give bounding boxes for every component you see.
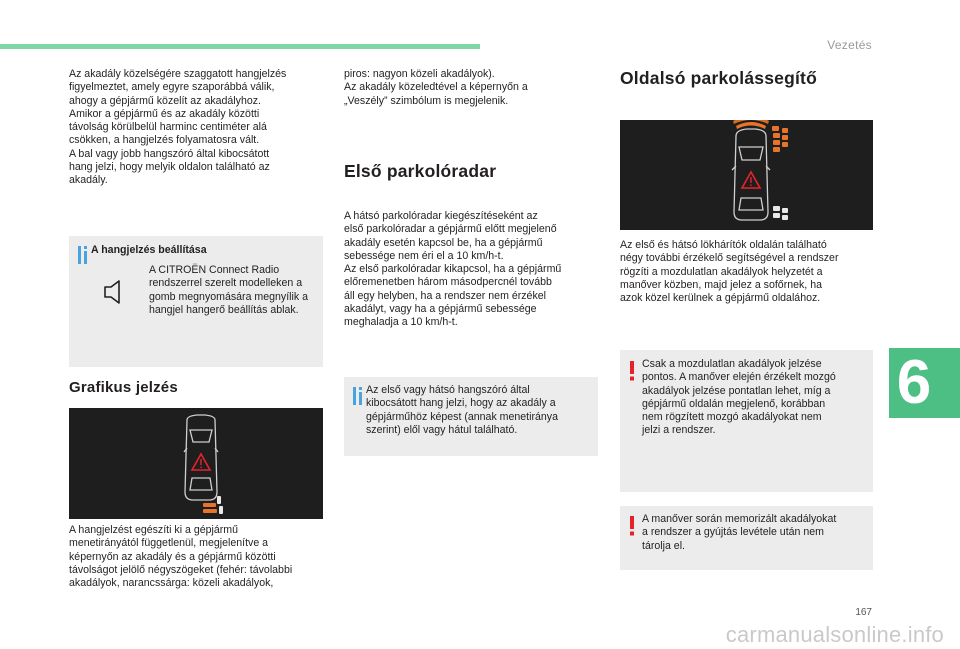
chapter-tab [889,348,960,418]
car-top-view-graphic [69,408,323,519]
col1-caption-paragraph: A hangjelzést egészíti ki a gépjármű menetirányától függetlenül, megjelenítve a képernyőn az akadály és a gépjármű közötti távolságot jelölő négyszögeket (fehér: távolabbi akadályok, narancssárga: közeli akadályok, [69,524,293,590]
speaker-icon [103,279,125,305]
chapter-number: 6 [896,348,932,417]
warning-icon [628,516,636,536]
top-accent-bar [0,44,480,49]
info-icon [353,387,363,405]
rear-parking-display-image [69,408,323,519]
heading-front-parking-radar: Első parkolóradar [344,161,497,181]
page-number: 167 [855,607,872,618]
info-icon [78,246,88,264]
section-title: Vezetés [827,38,872,52]
info-box-text: Az első vagy hátsó hangszóró által kibocsátott hang jelzi, hogy az akadály a gépjárműhöz képest (annak menetiránya szerint) elől vagy hátul található. [366,384,558,436]
heading-side-parking-assist: Oldalsó parkolássegítő [620,68,817,88]
col2-continuation-paragraph: piros: nagyon közeli akadályok). Az akadály közeledtével a képernyőn a „Veszély” szimbólum is megjelenik. [344,68,528,107]
warning-box-text: Csak a mozdulatlan akadályok jelzése pontos. A manőver elején érzékelt mozgó akadályok jelzése pontatlan lehet, míg a gépjármű oldalán megjelenő, korábban nem rögzített mozgó akadályokat nem jelzi a rendszer. [642,358,836,437]
warning-icon [628,361,636,381]
info-box-sound-settings [69,236,323,367]
col2-front-radar-paragraph: A hátsó parkolóradar kiegészítéseként az első parkolóradar a gépjármű előtt megjelenő akadály esetén kapcsol be, ha a gépjármű sebessége nem éri el a 10 km/h-t. Az első parkolóradar kikapcsol, ha a gépjármű előremenetben három másodpercnél tovább áll egy helyben, ha a rendszer nem érzékel akadályt, vagy ha a gépjármű sebessége meghaladja a 10 km/h-t. [344,210,562,329]
warning-box-text: A manőver során memorizált akadályokat a rendszer a gyújtás levétele után nem tárolja el. [642,513,837,552]
col3-side-assist-paragraph: Az első és hátsó lökhárítók oldalán található négy további érzékelő segítségével a rendszer rögzíti a mozdulatlan akadályok helyzetét a manőver közben, majd jelez a sofőrnek, ha azok közel kerülnek a gépjármű oldalához. [620,239,839,305]
col1-intro-paragraph: Az akadály közelségére szaggatott hangjelzés figyelmeztet, amely egyre szaporábbá válik, ahogy a gépjármű közelít az akadályhoz. Amikor a gépjármű és az akadály közötti távolság körülbelül harminc centiméter alá csökken, a hangjelzés folyamatosra vált. A bal vagy jobb hangszóró által kibocsátott hang jelzi, hogy melyik oldalon található az akadály. [69,68,287,187]
watermark: carmanualsonline.info [725,622,944,647]
warning-box-memorized-obstacles [620,506,873,570]
side-parking-display-image [620,120,873,230]
warning-box-stationary-obstacles [620,350,873,492]
info-box-text: A CITROËN Connect Radio rendszerrel szerelt modelleken a gomb megnyomására megnyílik a hangjel hangerő beállítás ablak. [149,264,308,316]
heading-graphic-signal: Grafikus jelzés [69,379,178,396]
info-box-title: A hangjelzés beállítása [91,244,207,256]
info-box-speaker-direction [344,377,598,456]
car-side-sensor-graphic [620,120,873,230]
